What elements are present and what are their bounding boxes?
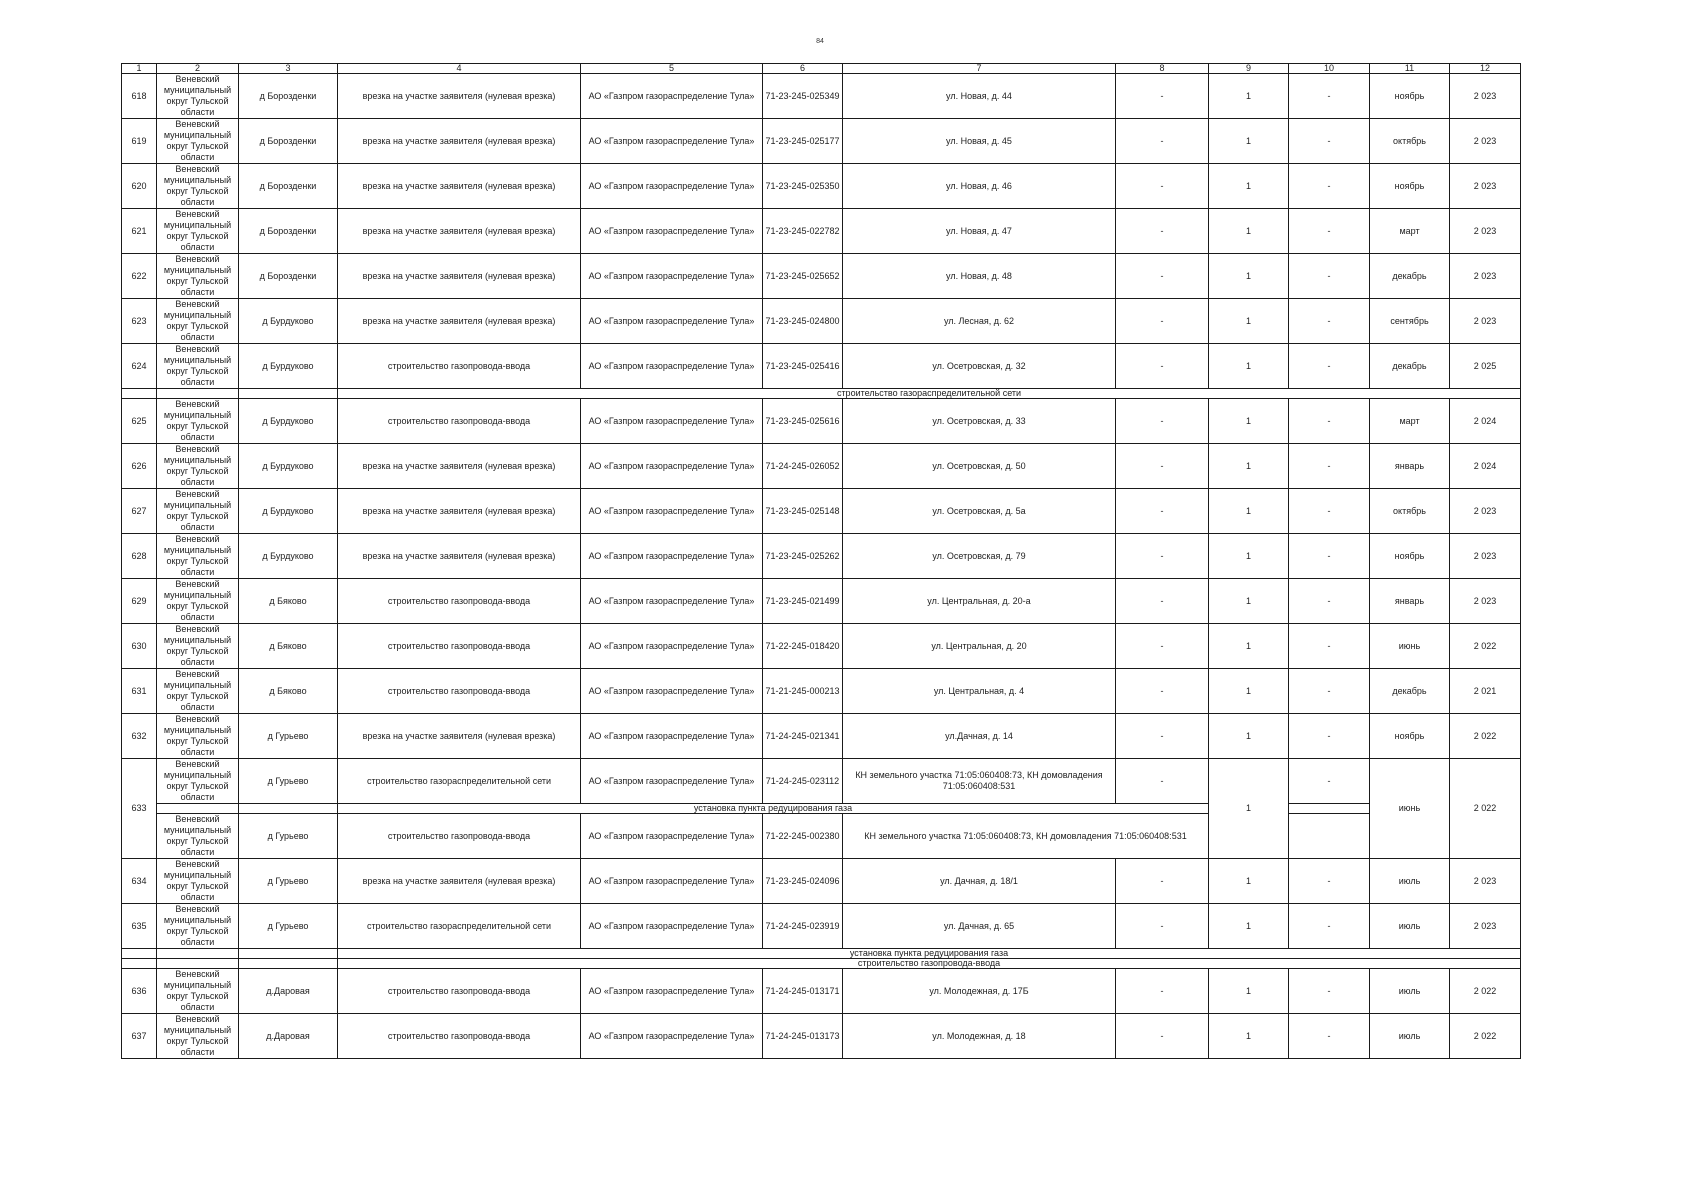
cell-col8: - bbox=[1116, 444, 1208, 488]
cell-organization: АО «Газпром газораспределение Тула» bbox=[581, 399, 762, 443]
cell-month: ноябрь bbox=[1370, 74, 1449, 118]
cell-row-number: 624 bbox=[122, 344, 156, 388]
cell-organization: АО «Газпром газораспределение Тула» bbox=[581, 714, 762, 758]
cell-locality: д.Даровая bbox=[239, 1014, 337, 1058]
cell-locality: д Бурдуково bbox=[239, 489, 337, 533]
cell-work-type: строительство газопровода-ввода bbox=[338, 579, 580, 623]
column-number-header: 3 bbox=[239, 64, 337, 73]
cell-year: 2 023 bbox=[1450, 299, 1520, 343]
cell-row-number: 619 bbox=[122, 119, 156, 163]
cell-work-type: врезка на участке заявителя (нулевая врезка) bbox=[338, 74, 580, 118]
cell-organization: АО «Газпром газораспределение Тула» bbox=[581, 344, 762, 388]
cell-application-number: 71-23-245-025262 bbox=[763, 534, 842, 578]
empty-cell bbox=[1289, 804, 1369, 813]
cell-year: 2 023 bbox=[1450, 489, 1520, 533]
cell-quantity: 1 bbox=[1209, 254, 1288, 298]
cell-organization: АО «Газпром газораспределение Тула» bbox=[581, 74, 762, 118]
cell-address: ул. Новая, д. 46 bbox=[843, 164, 1115, 208]
cell-work-type: врезка на участке заявителя (нулевая врезка) bbox=[338, 119, 580, 163]
cell-application-number: 71-23-245-025148 bbox=[763, 489, 842, 533]
cell-locality: д Борозденки bbox=[239, 74, 337, 118]
cell-year: 2 022 bbox=[1450, 714, 1520, 758]
cell-work-type: строительство газопровода-ввода bbox=[338, 969, 580, 1013]
cell-application-number: 71-23-245-025177 bbox=[763, 119, 842, 163]
cell-col10: - bbox=[1289, 254, 1369, 298]
cell-organization: АО «Газпром газораспределение Тула» bbox=[581, 209, 762, 253]
cell-municipality: Веневский муниципальный округ Тульской области bbox=[157, 579, 238, 623]
column-number-header: 4 bbox=[338, 64, 580, 73]
column-number-header: 2 bbox=[157, 64, 238, 73]
cell-work-type: строительство газопровода-ввода bbox=[338, 399, 580, 443]
cell-year: 2 022 bbox=[1450, 759, 1520, 858]
cell-year: 2 023 bbox=[1450, 209, 1520, 253]
cell-application-number: 71-24-245-021341 bbox=[763, 714, 842, 758]
empty-cell bbox=[239, 949, 337, 958]
cell-application-number: 71-24-245-013171 bbox=[763, 969, 842, 1013]
cell-locality: д Бурдуково bbox=[239, 399, 337, 443]
cell-col8: - bbox=[1116, 1014, 1208, 1058]
cell-col8: - bbox=[1116, 969, 1208, 1013]
cell-organization: АО «Газпром газораспределение Тула» bbox=[581, 904, 762, 948]
cell-application-number: 71-22-245-018420 bbox=[763, 624, 842, 668]
cell-row-number: 637 bbox=[122, 1014, 156, 1058]
cell-quantity: 1 bbox=[1209, 444, 1288, 488]
cell-month: март bbox=[1370, 209, 1449, 253]
empty-cell bbox=[157, 389, 238, 398]
cell-quantity: 1 bbox=[1209, 1014, 1288, 1058]
cell-quantity: 1 bbox=[1209, 344, 1288, 388]
cell-municipality: Веневский муниципальный округ Тульской области bbox=[157, 859, 238, 903]
cell-application-number: 71-23-245-024096 bbox=[763, 859, 842, 903]
cell-municipality: Веневский муниципальный округ Тульской области bbox=[157, 759, 238, 803]
cell-address: ул. Новая, д. 45 bbox=[843, 119, 1115, 163]
cell-quantity: 1 bbox=[1209, 399, 1288, 443]
cell-municipality: Веневский муниципальный округ Тульской области bbox=[157, 254, 238, 298]
cell-organization: АО «Газпром газораспределение Тула» bbox=[581, 624, 762, 668]
cell-col10: - bbox=[1289, 859, 1369, 903]
cell-month: март bbox=[1370, 399, 1449, 443]
empty-cell bbox=[122, 949, 156, 958]
empty-cell bbox=[122, 959, 156, 968]
cell-application-number: 71-23-245-025349 bbox=[763, 74, 842, 118]
cell-address: КН земельного участка 71:05:060408:73, КН домовладения 71:05:060408:531 bbox=[843, 814, 1208, 858]
cell-quantity: 1 bbox=[1209, 119, 1288, 163]
cell-year: 2 023 bbox=[1450, 74, 1520, 118]
cell-organization: АО «Газпром газораспределение Тула» bbox=[581, 814, 762, 858]
cell-application-number: 71-24-245-023919 bbox=[763, 904, 842, 948]
cell-address: ул. Молодежная, д. 17Б bbox=[843, 969, 1115, 1013]
cell-col10: - bbox=[1289, 74, 1369, 118]
cell-col8: - bbox=[1116, 119, 1208, 163]
cell-municipality: Веневский муниципальный округ Тульской области bbox=[157, 814, 238, 858]
cell-application-number: 71-23-245-024800 bbox=[763, 299, 842, 343]
cell-organization: АО «Газпром газораспределение Тула» bbox=[581, 859, 762, 903]
cell-municipality: Веневский муниципальный округ Тульской области bbox=[157, 489, 238, 533]
column-number-header: 5 bbox=[581, 64, 762, 73]
section-label: установка пункта редуцирования газа bbox=[338, 804, 1208, 813]
cell-work-type: врезка на участке заявителя (нулевая врезка) bbox=[338, 254, 580, 298]
cell-locality: д Борозденки bbox=[239, 254, 337, 298]
cell-row-number: 634 bbox=[122, 859, 156, 903]
cell-locality: д Гурьево bbox=[239, 759, 337, 803]
cell-year: 2 023 bbox=[1450, 254, 1520, 298]
cell-address: ул. Молодежная, д. 18 bbox=[843, 1014, 1115, 1058]
section-label: установка пункта редуцирования газа bbox=[338, 949, 1520, 958]
cell-municipality: Веневский муниципальный округ Тульской области bbox=[157, 74, 238, 118]
cell-quantity: 1 bbox=[1209, 209, 1288, 253]
cell-month: ноябрь bbox=[1370, 714, 1449, 758]
cell-quantity: 1 bbox=[1209, 714, 1288, 758]
cell-col10: - bbox=[1289, 119, 1369, 163]
cell-col8: - bbox=[1116, 624, 1208, 668]
cell-locality: д.Даровая bbox=[239, 969, 337, 1013]
empty-cell bbox=[157, 959, 238, 968]
cell-row-number: 633 bbox=[122, 759, 156, 858]
empty-cell bbox=[122, 389, 156, 398]
cell-locality: д Бурдуково bbox=[239, 299, 337, 343]
cell-col8: - bbox=[1116, 209, 1208, 253]
cell-row-number: 632 bbox=[122, 714, 156, 758]
cell-month: июль bbox=[1370, 969, 1449, 1013]
cell-work-type: строительство газопровода-ввода bbox=[338, 814, 580, 858]
cell-locality: д Бяково bbox=[239, 669, 337, 713]
cell-work-type: строительство газораспределительной сети bbox=[338, 904, 580, 948]
cell-work-type: врезка на участке заявителя (нулевая врезка) bbox=[338, 534, 580, 578]
cell-work-type: строительство газораспределительной сети bbox=[338, 759, 580, 803]
cell-municipality: Веневский муниципальный округ Тульской области bbox=[157, 714, 238, 758]
cell-work-type: строительство газопровода-ввода bbox=[338, 669, 580, 713]
cell-col10: - bbox=[1289, 624, 1369, 668]
cell-municipality: Веневский муниципальный округ Тульской области bbox=[157, 904, 238, 948]
cell-address: ул. Центральная, д. 20-а bbox=[843, 579, 1115, 623]
cell-organization: АО «Газпром газораспределение Тула» bbox=[581, 119, 762, 163]
column-number-header: 11 bbox=[1370, 64, 1449, 73]
cell-col8: - bbox=[1116, 399, 1208, 443]
cell-col10: - bbox=[1289, 669, 1369, 713]
cell-municipality: Веневский муниципальный округ Тульской области bbox=[157, 164, 238, 208]
cell-month: январь bbox=[1370, 444, 1449, 488]
section-label: строительство газораспределительной сети bbox=[338, 389, 1520, 398]
cell-year: 2 023 bbox=[1450, 859, 1520, 903]
cell-col8: - bbox=[1116, 299, 1208, 343]
cell-month: декабрь bbox=[1370, 254, 1449, 298]
cell-application-number: 71-23-245-022782 bbox=[763, 209, 842, 253]
cell-address: ул. Новая, д. 47 bbox=[843, 209, 1115, 253]
cell-col8: - bbox=[1116, 904, 1208, 948]
cell-quantity: 1 bbox=[1209, 164, 1288, 208]
cell-work-type: строительство газопровода-ввода bbox=[338, 344, 580, 388]
cell-year: 2 021 bbox=[1450, 669, 1520, 713]
column-number-header: 6 bbox=[763, 64, 842, 73]
cell-municipality: Веневский муниципальный округ Тульской области bbox=[157, 399, 238, 443]
cell-month: июль bbox=[1370, 859, 1449, 903]
cell-row-number: 626 bbox=[122, 444, 156, 488]
cell-locality: д Бурдуково bbox=[239, 344, 337, 388]
column-number-header: 8 bbox=[1116, 64, 1208, 73]
cell-month: июль bbox=[1370, 904, 1449, 948]
column-number-header: 9 bbox=[1209, 64, 1288, 73]
cell-col10: - bbox=[1289, 714, 1369, 758]
cell-municipality: Веневский муниципальный округ Тульской области bbox=[157, 209, 238, 253]
cell-year: 2 025 bbox=[1450, 344, 1520, 388]
cell-col10: - bbox=[1289, 444, 1369, 488]
empty-cell bbox=[157, 949, 238, 958]
cell-municipality: Веневский муниципальный округ Тульской области bbox=[157, 534, 238, 578]
cell-row-number: 627 bbox=[122, 489, 156, 533]
cell-year: 2 023 bbox=[1450, 534, 1520, 578]
cell-organization: АО «Газпром газораспределение Тула» bbox=[581, 969, 762, 1013]
cell-work-type: врезка на участке заявителя (нулевая врезка) bbox=[338, 444, 580, 488]
cell-year: 2 022 bbox=[1450, 624, 1520, 668]
cell-application-number: 71-24-245-026052 bbox=[763, 444, 842, 488]
cell-col10: - bbox=[1289, 209, 1369, 253]
cell-month: октябрь bbox=[1370, 489, 1449, 533]
cell-row-number: 621 bbox=[122, 209, 156, 253]
cell-address: ул. Центральная, д. 4 bbox=[843, 669, 1115, 713]
cell-month: декабрь bbox=[1370, 344, 1449, 388]
cell-municipality: Веневский муниципальный округ Тульской области bbox=[157, 969, 238, 1013]
cell-quantity: 1 bbox=[1209, 299, 1288, 343]
cell-locality: д Бурдуково bbox=[239, 534, 337, 578]
cell-work-type: врезка на участке заявителя (нулевая врезка) bbox=[338, 489, 580, 533]
cell-address: ул. Осетровская, д. 5а bbox=[843, 489, 1115, 533]
cell-month: ноябрь bbox=[1370, 164, 1449, 208]
cell-locality: д Гурьево bbox=[239, 714, 337, 758]
cell-organization: АО «Газпром газораспределение Тула» bbox=[581, 669, 762, 713]
cell-quantity: 1 bbox=[1209, 624, 1288, 668]
cell-address: ул. Осетровская, д. 50 bbox=[843, 444, 1115, 488]
empty-cell bbox=[239, 804, 337, 813]
cell-month: сентябрь bbox=[1370, 299, 1449, 343]
cell-month: июль bbox=[1370, 1014, 1449, 1058]
cell-address: ул. Лесная, д. 62 bbox=[843, 299, 1115, 343]
cell-quantity: 1 bbox=[1209, 489, 1288, 533]
empty-cell bbox=[157, 804, 238, 813]
cell-quantity: 1 bbox=[1209, 859, 1288, 903]
cell-year: 2 023 bbox=[1450, 119, 1520, 163]
cell-col8: - bbox=[1116, 579, 1208, 623]
column-number-header: 12 bbox=[1450, 64, 1520, 73]
cell-organization: АО «Газпром газораспределение Тула» bbox=[581, 759, 762, 803]
cell-col10: - bbox=[1289, 904, 1369, 948]
register-table bbox=[121, 63, 1521, 1059]
cell-address: ул. Осетровская, д. 33 bbox=[843, 399, 1115, 443]
cell-application-number: 71-23-245-025616 bbox=[763, 399, 842, 443]
column-number-header: 7 bbox=[843, 64, 1115, 73]
cell-year: 2 024 bbox=[1450, 444, 1520, 488]
cell-address: ул. Дачная, д. 65 bbox=[843, 904, 1115, 948]
cell-application-number: 71-21-245-000213 bbox=[763, 669, 842, 713]
cell-col10: - bbox=[1289, 969, 1369, 1013]
cell-application-number: 71-22-245-002380 bbox=[763, 814, 842, 858]
cell-quantity: 1 bbox=[1209, 669, 1288, 713]
cell-year: 2 023 bbox=[1450, 904, 1520, 948]
cell-address: ул. Центральная, д. 20 bbox=[843, 624, 1115, 668]
cell-locality: д Борозденки bbox=[239, 209, 337, 253]
cell-work-type: врезка на участке заявителя (нулевая врезка) bbox=[338, 859, 580, 903]
cell-address: ул. Новая, д. 44 bbox=[843, 74, 1115, 118]
empty-cell bbox=[239, 959, 337, 968]
cell-address: ул. Осетровская, д. 32 bbox=[843, 344, 1115, 388]
cell-col10: - bbox=[1289, 399, 1369, 443]
cell-month: ноябрь bbox=[1370, 534, 1449, 578]
cell-col10: - bbox=[1289, 164, 1369, 208]
cell-row-number: 625 bbox=[122, 399, 156, 443]
cell-col10: - bbox=[1289, 299, 1369, 343]
column-number-header: 1 bbox=[122, 64, 156, 73]
cell-row-number: 622 bbox=[122, 254, 156, 298]
cell-col10: - bbox=[1289, 579, 1369, 623]
cell-month: декабрь bbox=[1370, 669, 1449, 713]
cell-row-number: 628 bbox=[122, 534, 156, 578]
cell-municipality: Веневский муниципальный округ Тульской области bbox=[157, 1014, 238, 1058]
cell-organization: АО «Газпром газораспределение Тула» bbox=[581, 444, 762, 488]
cell-month: октябрь bbox=[1370, 119, 1449, 163]
cell-locality: д Гурьево bbox=[239, 814, 337, 858]
cell-col8: - bbox=[1116, 714, 1208, 758]
cell-col8: - bbox=[1116, 254, 1208, 298]
cell-application-number: 71-23-245-021499 bbox=[763, 579, 842, 623]
page-number: 84 bbox=[816, 38, 824, 45]
cell-quantity: 1 bbox=[1209, 74, 1288, 118]
cell-month: июнь bbox=[1370, 624, 1449, 668]
cell-col8: - bbox=[1116, 759, 1208, 803]
cell-col8: - bbox=[1116, 164, 1208, 208]
cell-quantity: 1 bbox=[1209, 579, 1288, 623]
cell-organization: АО «Газпром газораспределение Тула» bbox=[581, 1014, 762, 1058]
cell-row-number: 618 bbox=[122, 74, 156, 118]
cell-row-number: 630 bbox=[122, 624, 156, 668]
cell-locality: д Бурдуково bbox=[239, 444, 337, 488]
cell-locality: д Борозденки bbox=[239, 164, 337, 208]
empty-cell bbox=[1289, 814, 1369, 858]
cell-col8: - bbox=[1116, 859, 1208, 903]
cell-municipality: Веневский муниципальный округ Тульской области bbox=[157, 119, 238, 163]
cell-quantity: 1 bbox=[1209, 534, 1288, 578]
cell-quantity: 1 bbox=[1209, 904, 1288, 948]
cell-col10: - bbox=[1289, 344, 1369, 388]
cell-locality: д Гурьево bbox=[239, 859, 337, 903]
cell-municipality: Веневский муниципальный округ Тульской области bbox=[157, 669, 238, 713]
cell-address: КН земельного участка 71:05:060408:73, КН домовладения 71:05:060408:531 bbox=[843, 759, 1115, 803]
cell-work-type: строительство газопровода-ввода bbox=[338, 1014, 580, 1058]
cell-locality: д Бяково bbox=[239, 579, 337, 623]
cell-application-number: 71-23-245-025350 bbox=[763, 164, 842, 208]
cell-year: 2 022 bbox=[1450, 1014, 1520, 1058]
cell-organization: АО «Газпром газораспределение Тула» bbox=[581, 534, 762, 578]
section-label: строительство газопровода-ввода bbox=[338, 959, 1520, 968]
cell-col10: - bbox=[1289, 759, 1369, 803]
cell-col8: - bbox=[1116, 669, 1208, 713]
cell-work-type: врезка на участке заявителя (нулевая врезка) bbox=[338, 714, 580, 758]
cell-col10: - bbox=[1289, 1014, 1369, 1058]
cell-application-number: 71-23-245-025652 bbox=[763, 254, 842, 298]
cell-organization: АО «Газпром газораспределение Тула» bbox=[581, 489, 762, 533]
cell-col8: - bbox=[1116, 534, 1208, 578]
cell-year: 2 023 bbox=[1450, 579, 1520, 623]
cell-col8: - bbox=[1116, 74, 1208, 118]
empty-cell bbox=[239, 389, 337, 398]
cell-col8: - bbox=[1116, 344, 1208, 388]
cell-address: ул.Дачная, д. 14 bbox=[843, 714, 1115, 758]
cell-municipality: Веневский муниципальный округ Тульской области bbox=[157, 624, 238, 668]
cell-work-type: строительство газопровода-ввода bbox=[338, 624, 580, 668]
cell-year: 2 023 bbox=[1450, 164, 1520, 208]
cell-work-type: врезка на участке заявителя (нулевая врезка) bbox=[338, 164, 580, 208]
cell-locality: д Гурьево bbox=[239, 904, 337, 948]
cell-row-number: 623 bbox=[122, 299, 156, 343]
cell-address: ул. Новая, д. 48 bbox=[843, 254, 1115, 298]
cell-month: июнь bbox=[1370, 759, 1449, 858]
cell-organization: АО «Газпром газораспределение Тула» bbox=[581, 299, 762, 343]
cell-address: ул. Осетровская, д. 79 bbox=[843, 534, 1115, 578]
cell-month: январь bbox=[1370, 579, 1449, 623]
cell-year: 2 024 bbox=[1450, 399, 1520, 443]
cell-quantity: 1 bbox=[1209, 759, 1288, 858]
cell-address: ул. Дачная, д. 18/1 bbox=[843, 859, 1115, 903]
cell-year: 2 022 bbox=[1450, 969, 1520, 1013]
cell-locality: д Борозденки bbox=[239, 119, 337, 163]
cell-locality: д Бяково bbox=[239, 624, 337, 668]
cell-municipality: Веневский муниципальный округ Тульской области bbox=[157, 299, 238, 343]
cell-municipality: Веневский муниципальный округ Тульской области bbox=[157, 444, 238, 488]
cell-col8: - bbox=[1116, 489, 1208, 533]
cell-row-number: 620 bbox=[122, 164, 156, 208]
cell-organization: АО «Газпром газораспределение Тула» bbox=[581, 254, 762, 298]
cell-col10: - bbox=[1289, 534, 1369, 578]
cell-row-number: 629 bbox=[122, 579, 156, 623]
cell-work-type: врезка на участке заявителя (нулевая врезка) bbox=[338, 209, 580, 253]
cell-work-type: врезка на участке заявителя (нулевая врезка) bbox=[338, 299, 580, 343]
cell-row-number: 636 bbox=[122, 969, 156, 1013]
cell-application-number: 71-23-245-025416 bbox=[763, 344, 842, 388]
cell-row-number: 631 bbox=[122, 669, 156, 713]
cell-organization: АО «Газпром газораспределение Тула» bbox=[581, 164, 762, 208]
cell-row-number: 635 bbox=[122, 904, 156, 948]
cell-col10: - bbox=[1289, 489, 1369, 533]
cell-application-number: 71-24-245-023112 bbox=[763, 759, 842, 803]
cell-application-number: 71-24-245-013173 bbox=[763, 1014, 842, 1058]
cell-organization: АО «Газпром газораспределение Тула» bbox=[581, 579, 762, 623]
column-number-header: 10 bbox=[1289, 64, 1369, 73]
cell-quantity: 1 bbox=[1209, 969, 1288, 1013]
cell-municipality: Веневский муниципальный округ Тульской области bbox=[157, 344, 238, 388]
